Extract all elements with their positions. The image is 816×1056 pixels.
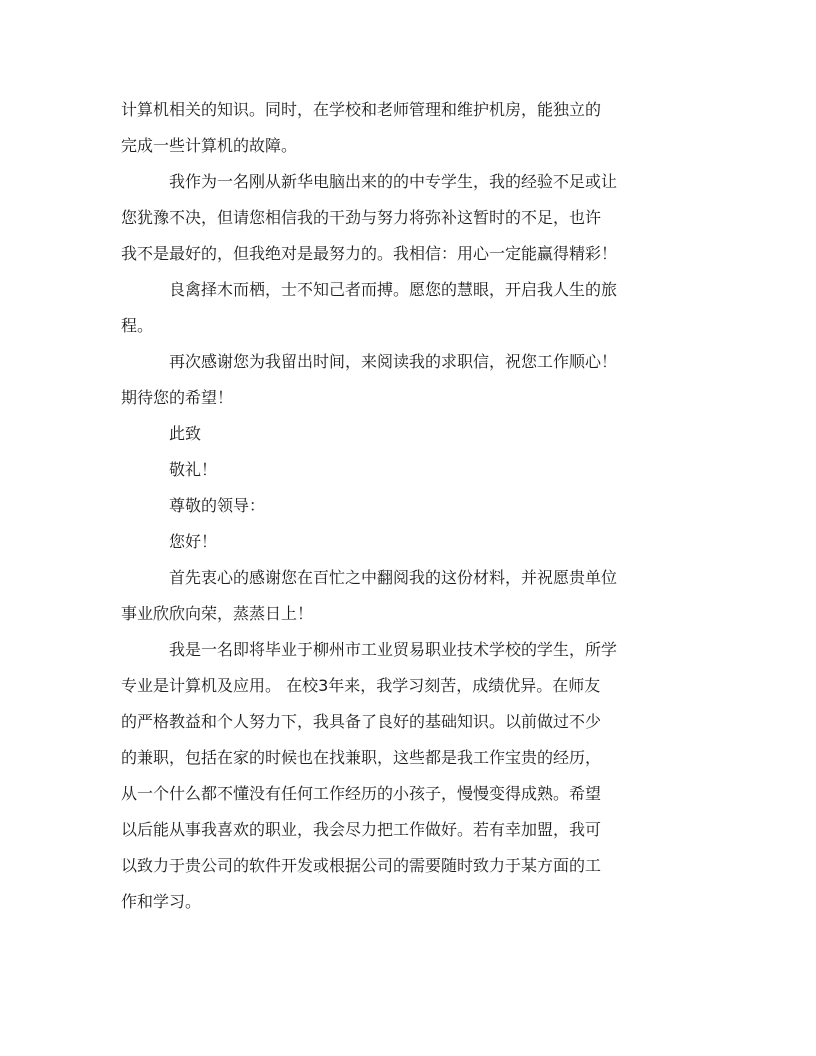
letter-body — [121, 92, 696, 920]
text-line: 此致 — [169, 424, 202, 443]
text-line: 我作为一名刚从新华电脑出来的的中专学生，我的经验不足或让 — [169, 172, 618, 191]
text-line: 我是一名即将毕业于柳州市工业贸易职业技术学校的学生，所学 — [169, 640, 618, 659]
text-line: 程。 — [121, 316, 154, 335]
paragraph-knowledge — [121, 92, 696, 164]
text-line: 以致力于贵公司的软件开发或根据公司的需要随时致力于某方面的工 — [121, 856, 602, 875]
text-line: 您好！ — [169, 532, 218, 551]
text-line: 的严格教益和个人努力下，我具备了良好的基础知识。以前做过不少 — [121, 712, 602, 731]
closing-regards — [121, 452, 696, 488]
paragraph-proverb — [121, 272, 696, 344]
text-line: 计算机相关的知识。同时，在学校和老师管理和维护机房，能独立的 — [121, 100, 602, 119]
text-line: 尊敬的领导： — [169, 496, 266, 515]
paragraph-experience — [121, 164, 696, 272]
text-line: 良禽择木而栖，士不知己者而搏。愿您的慧眼，开启我人生的旅 — [169, 280, 618, 299]
text-line: 从一个什么都不懂没有任何工作经历的小孩子，慢慢变得成熟。希望 — [121, 784, 602, 803]
text-line: 以后能从事我喜欢的职业，我会尽力把工作做好。若有幸加盟，我可 — [121, 820, 602, 839]
text-line: 我不是最好的，但我绝对是最努力的。我相信：用心一定能赢得精彩！ — [121, 244, 618, 263]
text-line: 再次感谢您为我留出时间，来阅读我的求职信，祝您工作顺心！ — [169, 352, 618, 371]
text-line: 事业欣欣向荣，蒸蒸日上！ — [121, 604, 314, 623]
text-line: 专业是计算机及应用。 在校3年来，我学习刻苦，成绩优异。在师友 — [121, 676, 601, 695]
closing-salutation — [121, 416, 696, 452]
greeting-addressee — [121, 488, 696, 524]
paragraph-thanks — [121, 344, 696, 416]
text-line: 的兼职，包括在家的时候也在找兼职，这些都是我工作宝贵的经历， — [121, 748, 602, 767]
text-line: 期待您的希望！ — [121, 388, 234, 407]
text-line: 首先衷心的感谢您在百忙之中翻阅我的这份材料，并祝愿贵单位 — [169, 568, 618, 587]
paragraph-introduction — [121, 632, 696, 920]
text-line: 您犹豫不决，但请您相信我的干劲与努力将弥补这暂时的不足，也许 — [121, 208, 602, 227]
text-line: 完成一些计算机的故障。 — [121, 136, 298, 155]
paragraph-gratitude — [121, 560, 696, 632]
text-line: 敬礼！ — [169, 460, 218, 479]
text-line: 作和学习。 — [121, 892, 202, 911]
greeting-hello — [121, 524, 696, 560]
